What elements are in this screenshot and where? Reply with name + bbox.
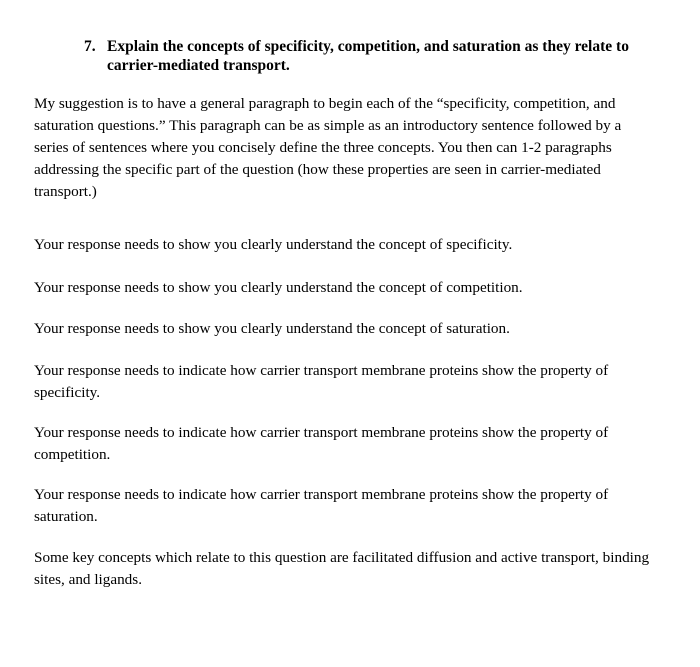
requirement-specificity-proteins: Your response needs to indicate how carrier transport membrane proteins show the property of specificity. [34,362,609,401]
requirement-specificity-concept: Your response needs to show you clearly understand the concept of specificity. [34,236,513,253]
requirement-saturation-proteins: Your response needs to indicate how carrier transport membrane proteins show the property of saturation. [34,486,609,525]
requirement-competition-concept: Your response needs to show you clearly understand the concept of competition. [34,279,523,296]
question-text: Explain the concepts of specificity, competition, and saturation as they relate to carrier-mediated transport. [107,38,629,74]
question-number: 7. [84,38,96,55]
requirement-competition-proteins: Your response needs to indicate how carrier transport membrane proteins show the property of competition. [34,424,609,463]
intro-paragraph: My suggestion is to have a general paragraph to begin each of the “specificity, competition, and saturation questions.” This paragraph can be as simple as an introductory sentence followed by a series of sentences where you concisely define the three concepts. You then can 1-2 paragraphs addressing the specific part of the question (how these properties are seen in carrier-mediated transport.) [34,95,622,200]
key-concepts-note: Some key concepts which relate to this question are facilitated diffusion and active transport, binding sites, and ligands. [34,549,650,588]
requirement-saturation-concept: Your response needs to show you clearly understand the concept of saturation. [34,320,510,337]
question-heading [84,37,654,75]
